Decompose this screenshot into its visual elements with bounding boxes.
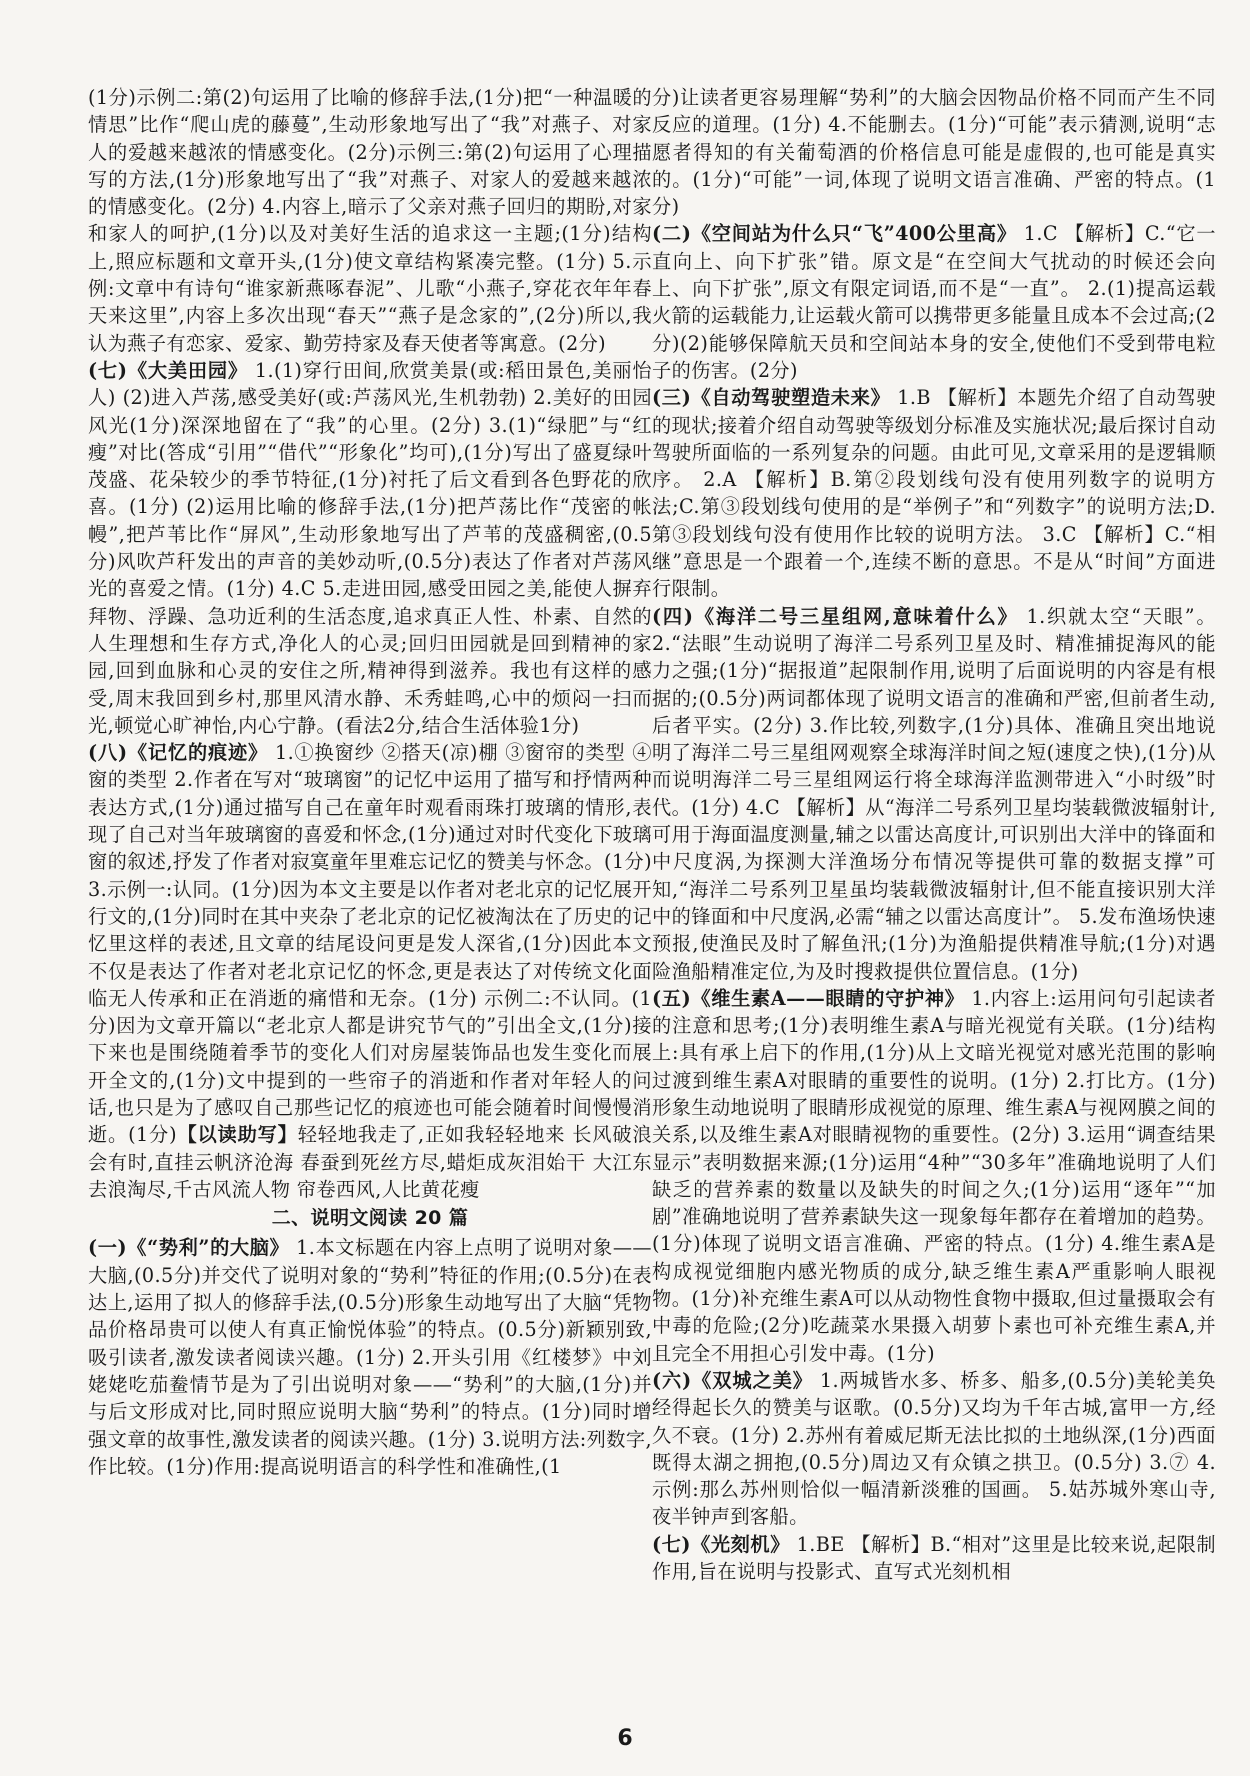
expository-5-title: (五)《维生素A——眼睛的守护神》	[652, 986, 965, 1010]
expository-7-answers: 1.BE 【解析】B.“相对”这里是比较来说,起限制作用,旨在说明与投影式、直写式光刻机相	[652, 1532, 1217, 1584]
page-number: 6	[617, 1726, 633, 1751]
section-7-answers: 1.(1)穿行田间,欣赏美景(或:稻田景色,美丽怡人) (2)进入芦荡,感受美好(或:芦荡风光,生机勃勃) 2.美好的田园风光(1分)深深地留在了“我”的心里。(2分) 3.(1)“绿肥”与“红瘦”对比(答成“引用”“借代”“形象化”均可),(1分)写出了盛夏绿叶茂盛、花朵较少的季节特征,(1分)衬托了后文看到各色野花的欣喜。(1分) (2)运用比喻的修辞手法,(1分)把芦荡比作“茂密的帐幔”,把芦苇比作“屏风”,生动形象地写出了芦苇的茂盛稠密,(0.5分)风吹芦秆发出的声音的美妙动听,(0.5分)表达了作者对芦荡风光的喜爱之情。(1分) 4.C 5.走进田园,感受田园之美,能使人摒弃拜物、浮躁、急功近利的生活态度,追求真正人性、朴素、自然的人生理想和生存方式,净化人的心灵;回归田园就是回到精神的家园,回到血脉和心灵的安住之所,精神得到滋养。我也有这样的感受,周末我回到乡村,那里风清水静、禾秀蛙鸣,心中的烦闷一扫而光,顿觉心旷神怡,内心宁静。(看法2分,结合生活体验1分)	[88, 358, 652, 737]
expository-6-answers: 1.两城皆水多、桥多、船多,(0.5分)美轮美奂经得起长久的赞美与讴歌。(0.5分)又均为千年古城,富甲一方,经久不衰。(1分) 2.苏州有着威尼斯无法比拟的土地纵深,(1分)西面既得太湖之拥抱,(0.5分)周边又有众镇之拱卫。(0.5分) 3.⑦ 4.示例:那么苏州则恰似一幅清新淡雅的国画。 5.姑苏城外寒山寺,夜半钟声到客船。	[652, 1368, 1216, 1529]
expository-5-answers: 1.内容上:运用问句引起读者的注意和思考;(1分)表明维生素A与暗光视觉有关联。(1分)结构上:具有承上启下的作用,(1分)从上文暗光视觉对感光范围的影响过渡到维生素A对眼睛的重要性的说明。(1分) 2.打比方。(1分)形象生动地说明了眼睛形成视觉的原理、维生素A与视网膜之间的关系,以及维生素A对眼睛视物的重要性。(2分) 3.运用“调查结果显示”表明数据来源;(1分)运用“4种”“30多年”准确地说明了人们缺乏的营养素的数量以及缺失的时间之久;(1分)运用“逐年”“加剧”准确地说明了营养素缺失这一现象每年都存在着增加的趋势。(1分)体现了说明文语言准确、严密的特点。(1分) 4.维生素A是构成视觉细胞内感光物质的成分,缺乏维生素A严重影响人眼视物。(1分)补充维生素A可以从动物性食物中摄取,但过量摄取会有中毒的危险;(2分)吃蔬菜水果摄入胡萝卜素也可补充维生素A,并且完全不用担心引发中毒。(1分)	[652, 986, 1217, 1365]
expository-4-answers: 1.织就太空“天眼”。 2.“法眼”生动说明了海洋二号系列卫星及时、精准捕捉海风的能力之强;(1分)“据报道”起限制作用,说明了后面说明的内容是有根据的;(0.5分)两词都体现了说明文语言的准确和严密,但前者生动,后者平实。(2分) 3.作比较,列数字,(1分)具体、准确且突出地说明了海洋二号三星组网观察全球海洋时间之短(速度之快),(1分)从而说明海洋二号三星组网运行将全球海洋监测带进入“小时级”时代。(1分) 4.C 【解析】从“海洋二号系列卫星均装载微波辐射计,可用于海面温度测量,辅之以雷达高度计,可识别出大洋中的锋面和中尺度涡,为探测大洋渔场分布情况等提供可靠的数据支撑”可知,“海洋二号系列卫星虽均装载微波辐射计,但不能直接识别大洋中的锋面和中尺度涡,必需“辅之以雷达高度计”。 5.发布渔场快速预报,使渔民及时了解鱼汛;(1分)为渔船提供精准导航;(1分)对遇险渔船精准定位,为及时搜救提供位置信息。(1分)	[652, 604, 1216, 983]
left-column	[88, 84, 652, 1480]
expository-4-title: (四)《海洋二号三星组网,意味着什么》	[652, 604, 1019, 628]
continued-answer-6: (1分)示例二:第(2)句运用了比喻的修辞手法,(1分)把“一种温暖的情思”比作“爬山虎的藤蔓”,生动形象地写出了“我”对燕子、对家人的爱越来越浓的情感变化。(2分)示例三:第(2)句运用了心理描写的方法,(1分)形象地写出了“我”对燕子、对家人的爱越来越浓的情感变化。(2分) 4.内容上,暗示了父亲对燕子回归的期盼,对家和家人的呵护,(1分)以及对美好生活的追求这一主题;(1分)结构上,照应标题和文章开头,(1分)使文章结构紧凑完整。(1分) 5.示例:文章中有诗句“谁家新燕啄春泥”、儿歌“小燕子,穿花衣年年春天来这里”,内容上多次出现“春天”“燕子是念家的”,(2分)所以,我认为燕子有恋家、爱家、勤劳持家及春天使者等寓意。(2分)	[88, 86, 652, 355]
expository-2-title: (二)《空间站为什么只“飞”400公里高》	[652, 222, 1017, 246]
expository-1-title: (一)《“势利”的大脑》	[88, 1236, 290, 1260]
section-8-answers: 1.①换窗纱 ②搭天(凉)棚 ③窗帘的类型 ④窗的类型 2.作者在写对“玻璃窗”的记忆中运用了描写和抒情两种表达方式,(1分)通过描写自己在童年时观看雨珠打玻璃的情形,表现了自己对当年玻璃窗的喜爱和怀念,(1分)通过对时代变化下玻璃窗的叙述,抒发了作者对寂寞童年里难忘记忆的赞美与怀念。(1分) 3.示例一:认同。(1分)因为本文主要是以作者对老北京的记忆展开行文的,(1分)同时在其中夹杂了老北京的记忆被淘汰在了历史的记忆里这样的表述,且文章的结尾设问更是发人深省,(1分)因此本文不仅是表达了作者对老北京记忆的怀念,更是表达了对传统文化面临无人传承和正在消逝的痛惜和无奈。(1分) 示例二:不认同。(1分)因为文章开篇以“老北京人都是讲究节气的”引出全文,(1分)接下来也是围绕随着季节的变化人们对房屋装饰品也发生变化而展开全文的,(1分)文中提到的一些帘子的消逝和作者对年轻人的问话,也只是为了感叹自己那些记忆的痕迹也可能会随着时间慢慢消逝。(1分)	[88, 741, 652, 1147]
expository-1-continued: 分)让读者更容易理解“势利”的大脑会因物品价格不同而产生不同反应的道理。(1分) 4.不能删去。(1分)“可能”表示猜测,说明“志愿者得知的有关葡萄酒的价格信息可能是虚假的,也可能是真实的。(1分)“可能”一词,体现了说明文语言准确、严密的特点。(1分)	[652, 86, 1216, 219]
section-8-title: (八)《记忆的痕迹》	[88, 741, 269, 765]
expository-3-answers: 1.B 【解析】本题先介绍了自动驾驶的现状;接着介绍自动驾驶等级划分标准及实施状况;最后探讨自动驾驶所面临的一系列复杂的问题。由此可见,文章采用的是逻辑顺序。 2.A 【解析】B.第②段划线句没有使用列数字的说明方法;C.第③段划线句使用的是“举例子”和“列数字”的说明方法;D.第③段划线句没有使用作比较的说明方法。 3.C 【解析】C.“相继”意思是一个跟着一个,连续不断的意思。不是从“时间”方面进行限制。	[652, 386, 1216, 601]
expository-3-title: (三)《自动驾驶塑造未来》	[652, 386, 891, 410]
expository-6-title: (六)《双城之美》	[652, 1368, 813, 1392]
expository-1-answers: 1.本文标题在内容上点明了说明对象——大脑,(0.5分)并交代了说明对象的“势利”特征的作用;(0.5分)在表达上,运用了拟人的修辞手法,(0.5分)形象生动地写出了大脑“凭物品价格昂贵可以使人有真正愉悦体验”的特点。(0.5分)新颖别致,吸引读者,激发读者阅读兴趣。(1分) 2.开头引用《红楼梦》中刘姥姥吃茄鲞情节是为了引出说明对象——“势利”的大脑,(1分)并与后文形成对比,同时照应说明大脑“势利”的特点。(1分)同时增强文章的故事性,激发读者的阅读兴趣。(1分) 3.说明方法:列数字,作比较。(1分)作用:提高说明语言的科学性和准确性,(1	[88, 1236, 652, 1478]
writing-section-answers: 轻轻地我走了,正如我轻轻地来 长风破浪会有时,直挂云帆济沧海 春蚕到死丝方尽,蜡炬成灰泪始干 大江东去浪淘尽,千古风流人物 帘卷西风,人比黄花瘦	[88, 1123, 652, 1201]
expository-7-title: (七)《光刻机》	[652, 1532, 790, 1556]
writing-section-title: 【以读助写】	[176, 1123, 298, 1147]
expository-2-answers: 1.C 【解析】C.“它一直向上、向下扩张”错。原文是“在空间大气扰动的时候还会向上、向下扩张”,原文有限定词语,而不是“一直”。 2.(1)提高运载火箭的运载能力,让运载火箭可以携带更多能量且成本不会过高;(2分)(2)能够保障航天员和空间站本身的安全,使他们不受到带电粒子的伤害。(2分)	[652, 222, 1216, 382]
section-7-title: (七)《大美田园》	[88, 358, 248, 382]
right-column	[652, 84, 1216, 1585]
expository-reading-heading: 二、说明文阅读 20 篇	[271, 1207, 469, 1230]
